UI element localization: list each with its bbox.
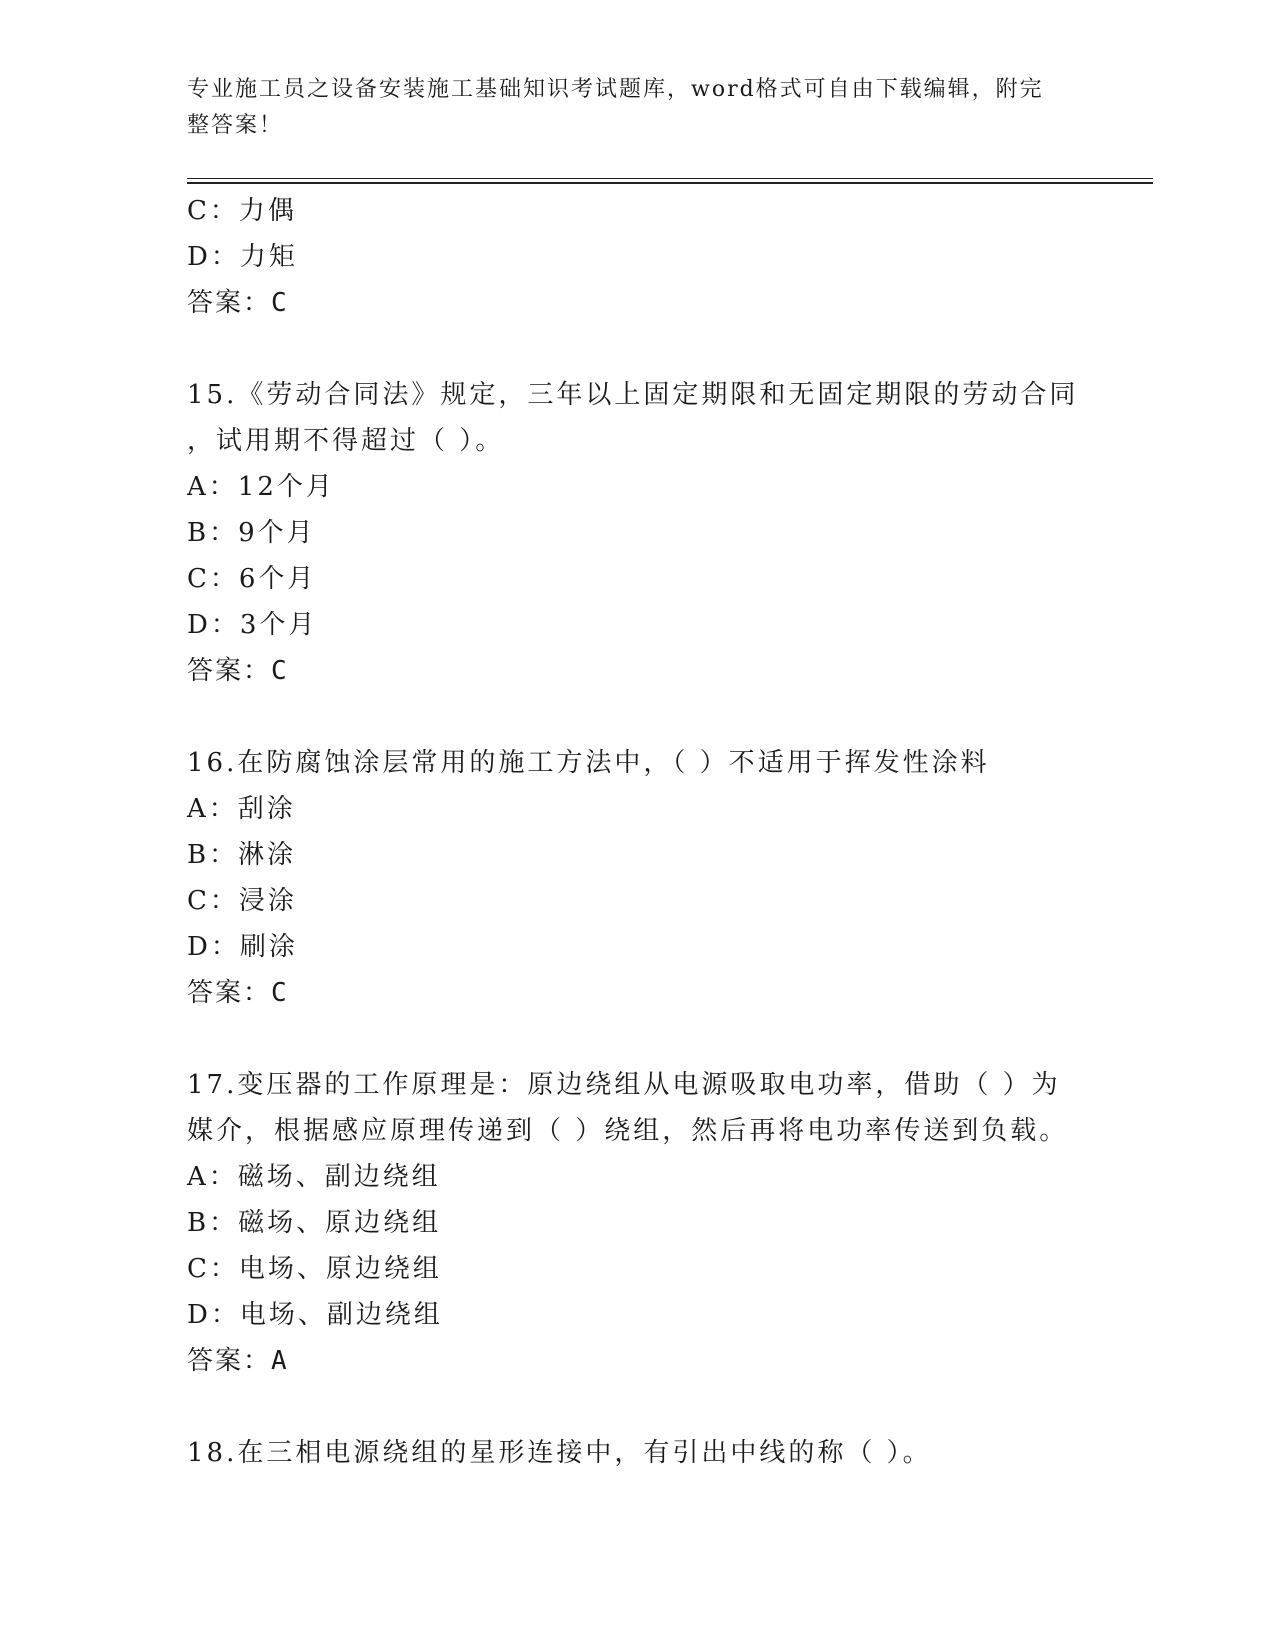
question-stem-line: 18.在三相电源绕组的星形连接中，有引出中线的称（ ）。 <box>187 1438 932 1468</box>
spacer <box>187 694 1087 740</box>
answer-label: 答案：C <box>187 288 289 318</box>
question-stem-line: ，试用期不得超过（ ）。 <box>187 426 505 456</box>
spacer <box>187 1016 1087 1062</box>
spacer <box>187 326 1087 372</box>
option-b: B：淋涂 <box>187 840 297 870</box>
option-a: A：刮涂 <box>187 794 296 824</box>
question-stem-line: 16.在防腐蚀涂层常用的施工方法中，（ ）不适用于挥发性涂料 <box>187 748 990 778</box>
question-15 <box>187 372 1087 694</box>
question-14-tail <box>187 188 1087 326</box>
option-d: D：3个月 <box>187 610 318 640</box>
option-c: C：电场、原边绕组 <box>187 1254 442 1284</box>
header-title-line-2: 整答案！ <box>187 113 284 138</box>
answer-label: 答案：A <box>187 1346 289 1376</box>
exam-content <box>187 188 1087 1476</box>
question-17 <box>187 1062 1087 1384</box>
question-18 <box>187 1430 1087 1476</box>
option-c: C：6个月 <box>187 564 317 594</box>
option-d: D：力矩 <box>187 242 298 272</box>
question-stem-line: 媒介，根据感应原理传递到（ ）绕组，然后再将电功率传送到负载。 <box>187 1116 1069 1146</box>
option-d: D：刷涂 <box>187 932 298 962</box>
option-a: A：12个月 <box>187 472 335 502</box>
option-c: C：力偶 <box>187 196 297 226</box>
option-d: D：电场、副边绕组 <box>187 1300 443 1330</box>
option-c: C：浸涂 <box>187 886 297 916</box>
header-divider-thick <box>187 182 1153 184</box>
answer-label: 答案：C <box>187 978 289 1008</box>
question-stem-line: 15.《劳动合同法》规定，三年以上固定期限和无固定期限的劳动合同 <box>187 380 1079 410</box>
spacer <box>187 1384 1087 1430</box>
question-16 <box>187 740 1087 1016</box>
answer-label: 答案：C <box>187 656 289 686</box>
option-b: B：9个月 <box>187 518 316 548</box>
header-divider-thin <box>187 178 1153 179</box>
option-b: B：磁场、原边绕组 <box>187 1208 442 1238</box>
question-stem-line: 17.变压器的工作原理是：原边绕组从电源吸取电功率，借助（ ）为 <box>187 1070 1061 1100</box>
header-title-line-1: 专业施工员之设备安装施工基础知识考试题库，word格式可自由下载编辑，附完 <box>187 77 1044 102</box>
option-a: A：磁场、副边绕组 <box>187 1162 441 1192</box>
document-header <box>187 72 1067 144</box>
